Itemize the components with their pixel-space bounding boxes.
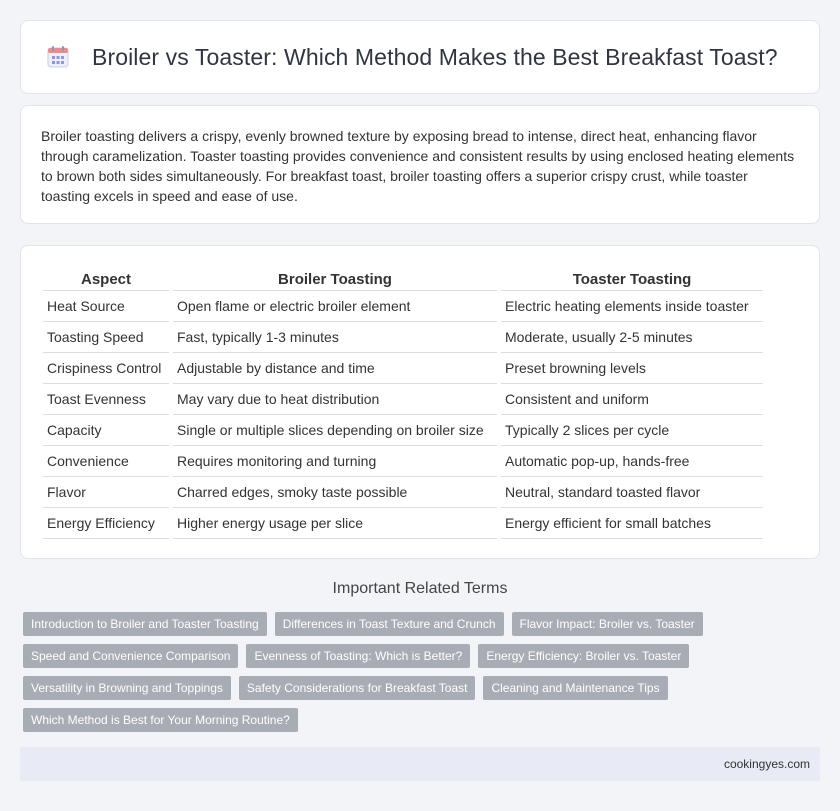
intro-text: Broiler toasting delivers a crispy, evenly browned texture by exposing bread to intense, direct heat, enhancing flavor through caramelization. Toaster toasting provides convenience and consistent results by using enclosed heating elements to brown both sides simultaneously. For breakfast toast, broiler toasting offers a superior crispy crust, while toaster toasting excels in speed and ease of use. (41, 128, 795, 204)
table-cell: Toast Evenness (43, 384, 169, 415)
table-cell: May vary due to heat distribution (173, 384, 497, 415)
table-row (43, 446, 763, 477)
table-header-row (43, 266, 763, 291)
table-cell: Capacity (43, 415, 169, 446)
table-row (43, 508, 763, 539)
column-header-toaster: Toaster Toasting (501, 266, 763, 291)
table-row (43, 353, 763, 384)
table-cell: Convenience (43, 446, 169, 477)
column-header-aspect: Aspect (43, 266, 169, 291)
related-term-tag[interactable]: Which Method is Best for Your Morning Routine? (23, 708, 298, 732)
table-cell: Toasting Speed (43, 322, 169, 353)
table-cell: Charred edges, smoky taste possible (173, 477, 497, 508)
table-cell: Preset browning levels (501, 353, 763, 384)
table-row (43, 291, 763, 322)
table-row (43, 322, 763, 353)
table-cell: Open flame or electric broiler element (173, 291, 497, 322)
column-header-broiler: Broiler Toasting (173, 266, 497, 291)
related-term-tag[interactable]: Speed and Convenience Comparison (23, 644, 238, 668)
table-cell: Flavor (43, 477, 169, 508)
related-term-tag[interactable]: Energy Efficiency: Broiler vs. Toaster (478, 644, 689, 668)
table-cell: Neutral, standard toasted flavor (501, 477, 763, 508)
table-cell: Higher energy usage per slice (173, 508, 497, 539)
table-cell: Energy Efficiency (43, 508, 169, 539)
table-cell: Heat Source (43, 291, 169, 322)
table-row (43, 384, 763, 415)
related-term-tag[interactable]: Evenness of Toasting: Which is Better? (246, 644, 470, 668)
related-term-tag[interactable]: Cleaning and Maintenance Tips (483, 676, 667, 700)
comparison-table-card (20, 245, 820, 559)
related-terms-title: Important Related Terms (332, 580, 508, 597)
table-body (43, 291, 763, 539)
header-card (20, 20, 820, 94)
comparison-table (39, 266, 767, 539)
footer-site-link[interactable]: cookingyes.com (723, 757, 810, 771)
page-title: Broiler vs Toaster: Which Method Makes the Best Breakfast Toast? (92, 43, 778, 70)
table-row (43, 415, 763, 446)
table-cell: Requires monitoring and turning (173, 446, 497, 477)
table-cell: Electric heating elements inside toaster (501, 291, 763, 322)
table-cell: Automatic pop-up, hands-free (501, 446, 763, 477)
table-cell: Energy efficient for small batches (501, 508, 763, 539)
intro-card (20, 105, 820, 224)
table-cell: Moderate, usually 2-5 minutes (501, 322, 763, 353)
table-cell: Fast, typically 1-3 minutes (173, 322, 497, 353)
table-cell: Crispiness Control (43, 353, 169, 384)
related-term-tag[interactable]: Introduction to Broiler and Toaster Toasting (23, 612, 267, 636)
table-cell: Typically 2 slices per cycle (501, 415, 763, 446)
related-term-tag[interactable]: Versatility in Browning and Toppings (23, 676, 231, 700)
table-cell: Single or multiple slices depending on broiler size (173, 415, 497, 446)
related-term-tag[interactable]: Safety Considerations for Breakfast Toast (239, 676, 476, 700)
table-cell: Adjustable by distance and time (173, 353, 497, 384)
table-row (43, 477, 763, 508)
calendar-icon (45, 44, 71, 70)
related-terms-tags (23, 612, 723, 732)
table-cell: Consistent and uniform (501, 384, 763, 415)
related-term-tag[interactable]: Flavor Impact: Broiler vs. Toaster (512, 612, 703, 636)
footer (20, 747, 820, 781)
related-term-tag[interactable]: Differences in Toast Texture and Crunch (275, 612, 504, 636)
